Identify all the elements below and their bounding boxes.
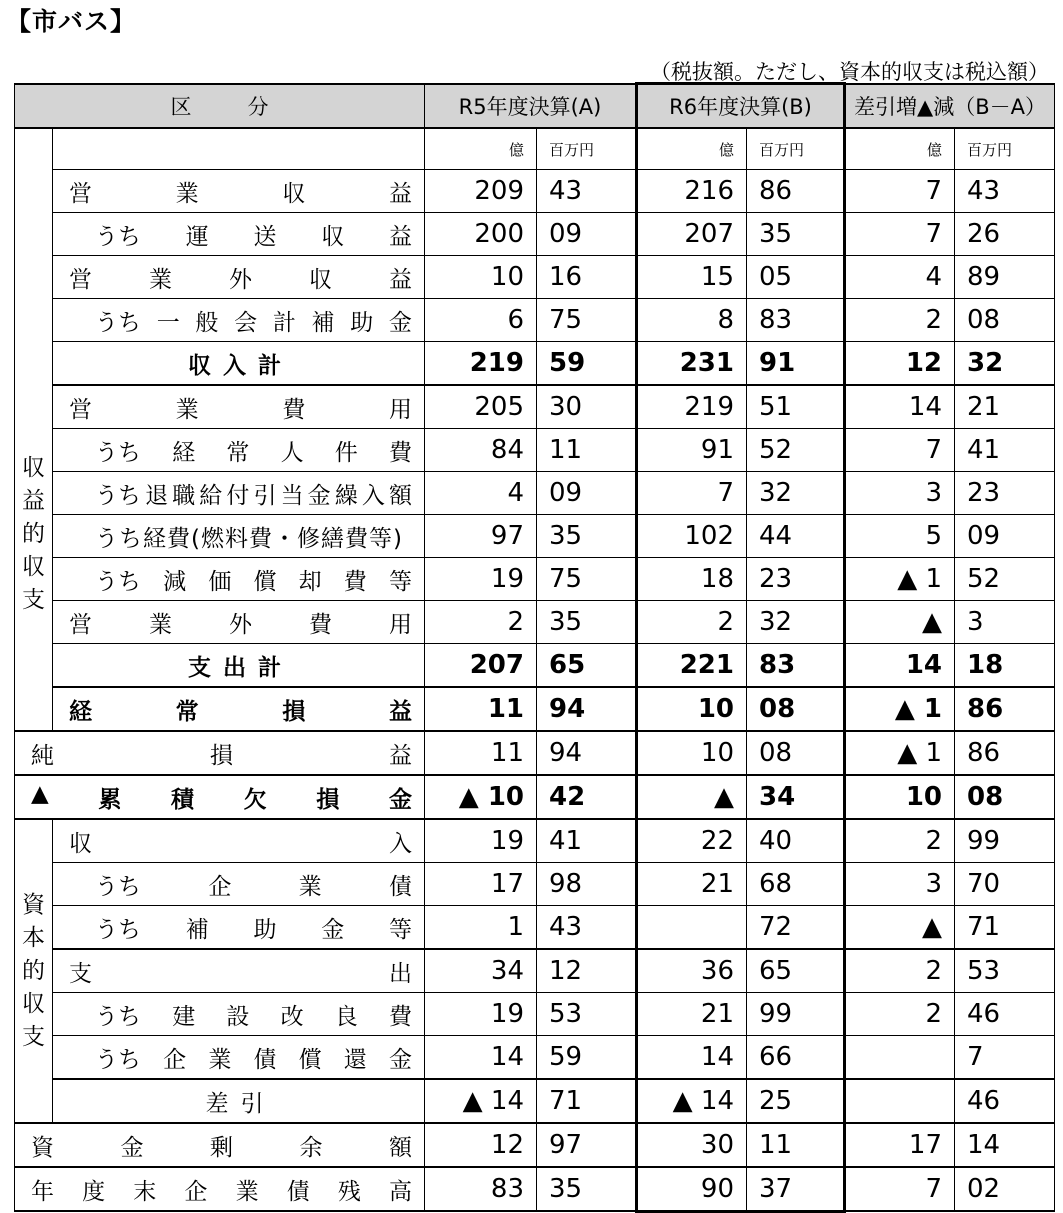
value-cell: 207 <box>425 644 537 688</box>
page-title: 【市バス】 <box>6 7 137 36</box>
value-cell: 7 <box>845 213 955 256</box>
value-cell: 41 <box>537 819 637 863</box>
value-cell: 37 <box>747 1167 845 1211</box>
value-cell: 66 <box>747 1036 845 1080</box>
value-cell: 70 <box>955 863 1055 906</box>
value-cell: 08 <box>955 775 1055 819</box>
value-cell: 59 <box>537 1036 637 1080</box>
row-label: 営 業 収 益 <box>53 170 425 213</box>
value-cell: 18 <box>955 644 1055 688</box>
value-cell: 35 <box>537 601 637 644</box>
value-cell: 10 <box>845 775 955 819</box>
row-label: うち 企 業 債 <box>53 863 425 906</box>
value-cell: 09 <box>537 213 637 256</box>
row-label: 経 常 損 益 <box>53 687 425 731</box>
row-label: うち 建 設 改 良 費 <box>53 993 425 1036</box>
value-cell: 12 <box>845 342 955 386</box>
value-cell: 71 <box>955 906 1055 950</box>
row-label: 営 業 外 収 益 <box>53 256 425 299</box>
value-cell: 12 <box>537 949 637 993</box>
value-cell: ▲ 1 <box>845 687 955 731</box>
row-label: うち 補 助 金 等 <box>53 906 425 950</box>
value-cell: 15 <box>637 256 747 299</box>
value-cell: 22 <box>637 819 747 863</box>
value-cell: 75 <box>537 299 637 342</box>
value-cell: 6 <box>425 299 537 342</box>
value-cell: 8 <box>637 299 747 342</box>
value-cell <box>637 906 747 950</box>
value-cell: 25 <box>747 1079 845 1123</box>
value-cell: 14 <box>955 1123 1055 1167</box>
value-cell: 52 <box>747 429 845 472</box>
group-revenue-expense-label: 収益的収支 <box>22 455 45 613</box>
value-cell: 97 <box>425 515 537 558</box>
value-cell: ▲ 1 <box>845 558 955 601</box>
value-cell: 84 <box>425 429 537 472</box>
row-label: 資 金 剰 余 額 <box>15 1123 425 1167</box>
value-cell: 16 <box>537 256 637 299</box>
unit-hyakuman: 百万円 <box>537 128 637 170</box>
value-cell: 08 <box>955 299 1055 342</box>
value-cell: 32 <box>955 342 1055 386</box>
value-cell: 99 <box>955 819 1055 863</box>
value-cell: 19 <box>425 993 537 1036</box>
unit-oku: 億 <box>425 128 537 170</box>
value-cell: 83 <box>425 1167 537 1211</box>
value-cell: 43 <box>955 170 1055 213</box>
value-cell: 17 <box>845 1123 955 1167</box>
value-cell: 23 <box>747 558 845 601</box>
row-label: うち 運 送 収 益 <box>53 213 425 256</box>
group-capital <box>15 819 53 1123</box>
value-cell: 2 <box>845 993 955 1036</box>
header-r6: R6年度決算(B) <box>637 84 845 129</box>
value-cell: 30 <box>537 385 637 429</box>
row-label: ▲ 累 積 欠 損 金 <box>15 775 425 819</box>
value-cell: 08 <box>747 731 845 775</box>
value-cell: 18 <box>637 558 747 601</box>
value-cell: 94 <box>537 731 637 775</box>
value-cell: ▲ <box>637 775 747 819</box>
value-cell: 26 <box>955 213 1055 256</box>
value-cell: 19 <box>425 819 537 863</box>
value-cell: 44 <box>747 515 845 558</box>
value-cell: 89 <box>955 256 1055 299</box>
value-cell: 21 <box>955 385 1055 429</box>
tax-note: （税抜額。ただし、資本的収支は税込額） <box>650 60 1049 84</box>
value-cell: 30 <box>637 1123 747 1167</box>
value-cell: 98 <box>537 863 637 906</box>
row-label: うち 企 業 債 償 還 金 <box>53 1036 425 1080</box>
value-cell: 46 <box>955 1079 1055 1123</box>
value-cell: 2 <box>425 601 537 644</box>
value-cell: 59 <box>537 342 637 386</box>
row-label: 収入計 <box>53 342 425 386</box>
value-cell: 65 <box>747 949 845 993</box>
value-cell: 10 <box>637 731 747 775</box>
header-diff: 差引増▲減（B－A） <box>845 84 1055 129</box>
value-cell: 11 <box>747 1123 845 1167</box>
value-cell: ▲ <box>845 601 955 644</box>
value-cell: 35 <box>537 1167 637 1211</box>
value-cell: 7 <box>845 1167 955 1211</box>
header-kubun: 区分 <box>15 84 425 129</box>
value-cell: 200 <box>425 213 537 256</box>
value-cell: 91 <box>747 342 845 386</box>
value-cell: 90 <box>637 1167 747 1211</box>
value-cell: 83 <box>747 299 845 342</box>
value-cell: 4 <box>845 256 955 299</box>
value-cell <box>845 1036 955 1080</box>
unit-oku: 億 <box>637 128 747 170</box>
value-cell: 32 <box>747 601 845 644</box>
value-cell: 86 <box>747 170 845 213</box>
value-cell: 41 <box>955 429 1055 472</box>
value-cell: 2 <box>845 819 955 863</box>
value-cell: 53 <box>955 949 1055 993</box>
value-cell: 71 <box>537 1079 637 1123</box>
value-cell: 75 <box>537 558 637 601</box>
value-cell: 14 <box>845 644 955 688</box>
row-label: 純 損 益 <box>15 731 425 775</box>
row-label: 差引 <box>53 1079 425 1123</box>
value-cell <box>845 1079 955 1123</box>
value-cell: 1 <box>425 906 537 950</box>
value-cell: 2 <box>845 949 955 993</box>
value-cell: 46 <box>955 993 1055 1036</box>
value-cell: 216 <box>637 170 747 213</box>
value-cell: 231 <box>637 342 747 386</box>
value-cell: 11 <box>425 731 537 775</box>
value-cell: 91 <box>637 429 747 472</box>
value-cell: 219 <box>425 342 537 386</box>
row-label: 収 入 <box>53 819 425 863</box>
row-label: うち経費(燃料費・修繕費等) <box>53 515 425 558</box>
value-cell: 34 <box>747 775 845 819</box>
value-cell: 52 <box>955 558 1055 601</box>
value-cell: 02 <box>955 1167 1055 1211</box>
value-cell: 35 <box>537 515 637 558</box>
value-cell: 11 <box>425 687 537 731</box>
value-cell: 2 <box>637 601 747 644</box>
row-label: 支 出 <box>53 949 425 993</box>
value-cell: 11 <box>537 429 637 472</box>
value-cell: 7 <box>955 1036 1055 1080</box>
value-cell: 99 <box>747 993 845 1036</box>
value-cell: 97 <box>537 1123 637 1167</box>
bus-budget-table <box>14 82 1055 1213</box>
value-cell: 32 <box>747 472 845 515</box>
value-cell: 68 <box>747 863 845 906</box>
value-cell: 23 <box>955 472 1055 515</box>
value-cell: 3 <box>955 601 1055 644</box>
value-cell: 205 <box>425 385 537 429</box>
value-cell: ▲ 1 <box>845 731 955 775</box>
unit-oku: 億 <box>845 128 955 170</box>
value-cell: ▲ 14 <box>425 1079 537 1123</box>
value-cell: 10 <box>637 687 747 731</box>
value-cell: 40 <box>747 819 845 863</box>
value-cell: 209 <box>425 170 537 213</box>
value-cell: 05 <box>747 256 845 299</box>
value-cell: 14 <box>637 1036 747 1080</box>
value-cell: 65 <box>537 644 637 688</box>
value-cell: 09 <box>537 472 637 515</box>
unit-hyakuman: 百万円 <box>955 128 1055 170</box>
value-cell: 86 <box>955 687 1055 731</box>
value-cell: 19 <box>425 558 537 601</box>
value-cell: 36 <box>637 949 747 993</box>
value-cell: 35 <box>747 213 845 256</box>
value-cell: ▲ 10 <box>425 775 537 819</box>
value-cell: 51 <box>747 385 845 429</box>
value-cell: ▲ <box>845 906 955 950</box>
value-cell: 219 <box>637 385 747 429</box>
value-cell: 83 <box>747 644 845 688</box>
value-cell: 4 <box>425 472 537 515</box>
value-cell: 21 <box>637 863 747 906</box>
value-cell: 3 <box>845 863 955 906</box>
value-cell: 94 <box>537 687 637 731</box>
value-cell: 21 <box>637 993 747 1036</box>
value-cell: 53 <box>537 993 637 1036</box>
value-cell: 3 <box>845 472 955 515</box>
value-cell: 7 <box>637 472 747 515</box>
unit-hyakuman: 百万円 <box>747 128 845 170</box>
value-cell: 86 <box>955 731 1055 775</box>
value-cell: 43 <box>537 906 637 950</box>
value-cell: ▲ 14 <box>637 1079 747 1123</box>
row-label: うち 一 般 会 計 補 助 金 <box>53 299 425 342</box>
value-cell: 08 <box>747 687 845 731</box>
value-cell: 12 <box>425 1123 537 1167</box>
value-cell: 42 <box>537 775 637 819</box>
value-cell: 7 <box>845 170 955 213</box>
header-r5: R5年度決算(A) <box>425 84 637 129</box>
value-cell: 43 <box>537 170 637 213</box>
value-cell: 17 <box>425 863 537 906</box>
value-cell: 72 <box>747 906 845 950</box>
value-cell: 34 <box>425 949 537 993</box>
row-label: 営 業 費 用 <box>53 385 425 429</box>
value-cell: 09 <box>955 515 1055 558</box>
value-cell: 5 <box>845 515 955 558</box>
row-label: 営 業 外 費 用 <box>53 601 425 644</box>
value-cell: 2 <box>845 299 955 342</box>
group-revenue-expense <box>15 128 53 731</box>
value-cell: 10 <box>425 256 537 299</box>
value-cell: 221 <box>637 644 747 688</box>
row-label: うち 経 常 人 件 費 <box>53 429 425 472</box>
value-cell: 207 <box>637 213 747 256</box>
value-cell: 14 <box>845 385 955 429</box>
row-label: 年 度 末 企 業 債 残 高 <box>15 1167 425 1211</box>
value-cell: 102 <box>637 515 747 558</box>
group-capital-label: 資本的収支 <box>22 891 45 1050</box>
row-label: うち 減 価 償 却 費 等 <box>53 558 425 601</box>
row-label: 支出計 <box>53 644 425 688</box>
value-cell: 14 <box>425 1036 537 1080</box>
value-cell: 7 <box>845 429 955 472</box>
row-label: うち 退 職 給 付 引 当 金 繰 入 額 <box>53 472 425 515</box>
